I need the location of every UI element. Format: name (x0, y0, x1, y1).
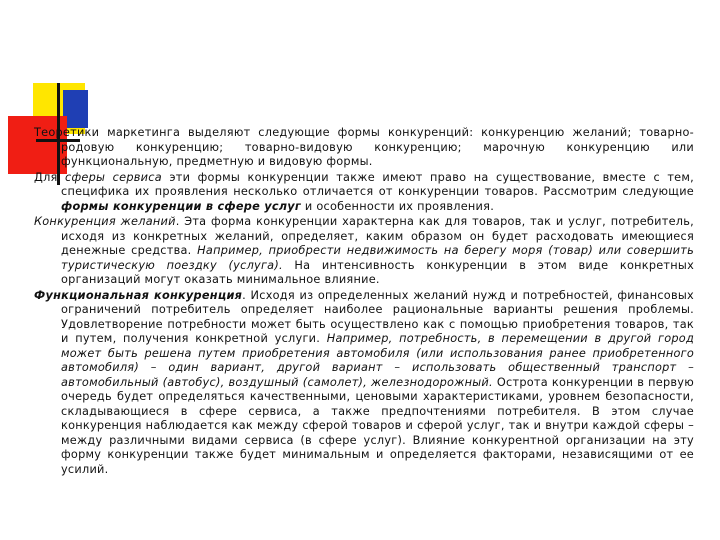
term-desire-competition: Конкуренция желаний (34, 215, 176, 228)
term-functional-competition: Функциональная конкуренция (34, 288, 243, 302)
paragraph-1-text: Теоретики маркетинга выделяют следующие формы конкуренций: конкуренцию желаний; товарно-родовую конкуренцию; товарно-видовую конкуренцию; марочную конкуренцию или функциональную, предметную и видовую формы. (34, 126, 694, 168)
paragraph-desire-competition (34, 215, 694, 288)
paragraph-4-body: . Исходя из определенных желаний нужд и потребностей, финансовых ограничений потребитель определяет наиболее рациональные варианты решения проблемы. Удовлетворение потребности может быть осуществлено как с помощью приобретения товаров, так и путем, получения конкретной услуги. (61, 288, 694, 345)
paragraph-2-suffix: и особенности их проявления. (301, 199, 495, 213)
paragraph-service-sphere (34, 171, 694, 215)
paragraph-competition-forms (34, 126, 694, 170)
paragraph-2-middle: эти формы конкуренции также имеют право на существование, вместе с тем, специфика их проявления несколько отличается от конкуренции товаров. Рассмотрим следующие (61, 170, 694, 198)
term-service-competition-forms: формы конкуренции в сфере услуг (61, 199, 302, 213)
paragraph-3-example: Например, приобрести недвижимость на берегу моря (товар) или совершить туристическую поездку (услуга). (61, 244, 694, 272)
paragraph-4-example: Например, потребность, в перемещении в другой город может быть решена путем приобретения автомобиля (или использования ранее приобретенного автомобиля) – один вариант, другой вариант – использовать общественный транспорт – автомобильный (автобус), воздушный (самолет), железнодорожный. (61, 332, 695, 389)
paragraph-2-prefix: Для (34, 170, 66, 184)
paragraph-functional-competition (34, 289, 694, 478)
body-text (34, 126, 694, 478)
term-service-sphere: сферы сервиса (65, 170, 162, 184)
paragraph-3-suffix: На интенсивность конкуренции в этом виде конкретных организаций могут оказать минимальное влияние. (61, 258, 695, 286)
paragraph-3-body: . Эта форма конкуренции характерна как для товаров, так и услуг, потребитель, исходя из конкретных желаний, определяет, каким образом он будет расходовать имеющиеся денежные средства. (61, 215, 694, 257)
paragraph-4-suffix: Острота конкуренции в первую очередь будет определяться качественными, ценовыми характеристиками, уровнем безопасности, складывающиеся в сфере сервиса, а также предпочтениями потребителя. В этом случае конкуренция наблюдается как между сферой товаров и сферой услуг, так и внутри каждой сферы – между различными видами сервиса (в сфере услуг). Влияние конкурентной организации на эту форму конкуренции также будет минимальным и определяется факторами, независящими от ее усилий. (61, 375, 694, 476)
